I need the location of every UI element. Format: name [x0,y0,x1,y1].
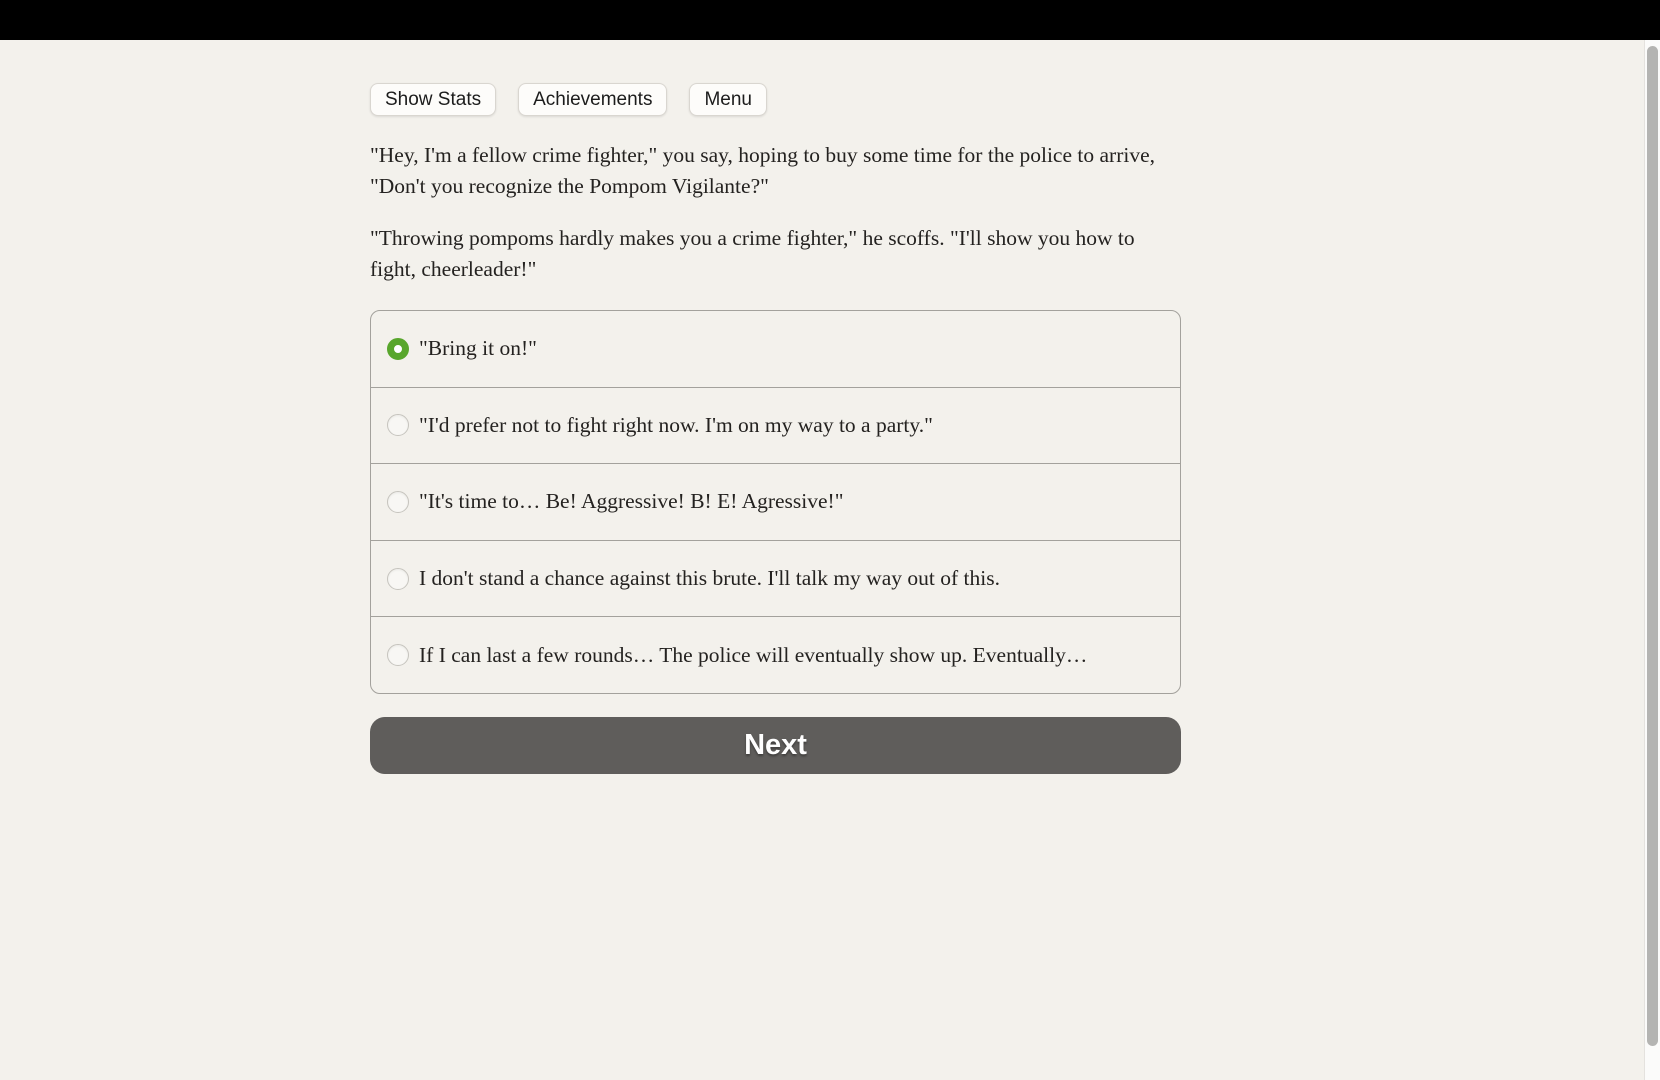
choice-option-2[interactable] [371,387,1180,464]
choice-label: "I'd prefer not to fight right now. I'm on my way to a party." [419,412,933,437]
radio-button[interactable] [387,644,409,666]
radio-button[interactable] [387,414,409,436]
scrollbar[interactable] [1644,40,1660,1080]
choice-option-1[interactable] [371,311,1180,387]
menu-button[interactable]: Menu [689,83,767,116]
top-black-bar [0,0,1660,40]
radio-button[interactable] [387,338,409,360]
achievements-button[interactable]: Achievements [518,83,667,116]
choice-option-5[interactable] [371,616,1180,693]
toolbar [370,83,1181,116]
choice-label: I don't stand a chance against this brute. I'll talk my way out of this. [419,566,1000,591]
game-content [370,83,1181,774]
choice-option-3[interactable] [371,463,1180,540]
choice-option-4[interactable] [371,540,1180,617]
story-paragraph-1: "Hey, I'm a fellow crime fighter," you say, hoping to buy some time for the police to arrive, "Don't you recognize the Pompom Vigilante?" [370,143,1155,198]
radio-button[interactable] [387,568,409,590]
show-stats-button[interactable]: Show Stats [370,83,496,116]
story-paragraph-2: "Throwing pompoms hardly makes you a crime fighter," he scoffs. "I'll show you how to fight, cheerleader!" [370,226,1135,281]
next-button[interactable]: Next [370,717,1181,774]
choice-label: "Bring it on!" [419,336,537,361]
scrollbar-thumb[interactable] [1647,46,1658,1046]
choice-group [370,310,1181,694]
choice-label: If I can last a few rounds… The police will eventually show up. Eventually… [419,642,1088,667]
choice-label: "It's time to… Be! Aggressive! B! E! Agressive!" [419,489,844,514]
radio-button[interactable] [387,491,409,513]
